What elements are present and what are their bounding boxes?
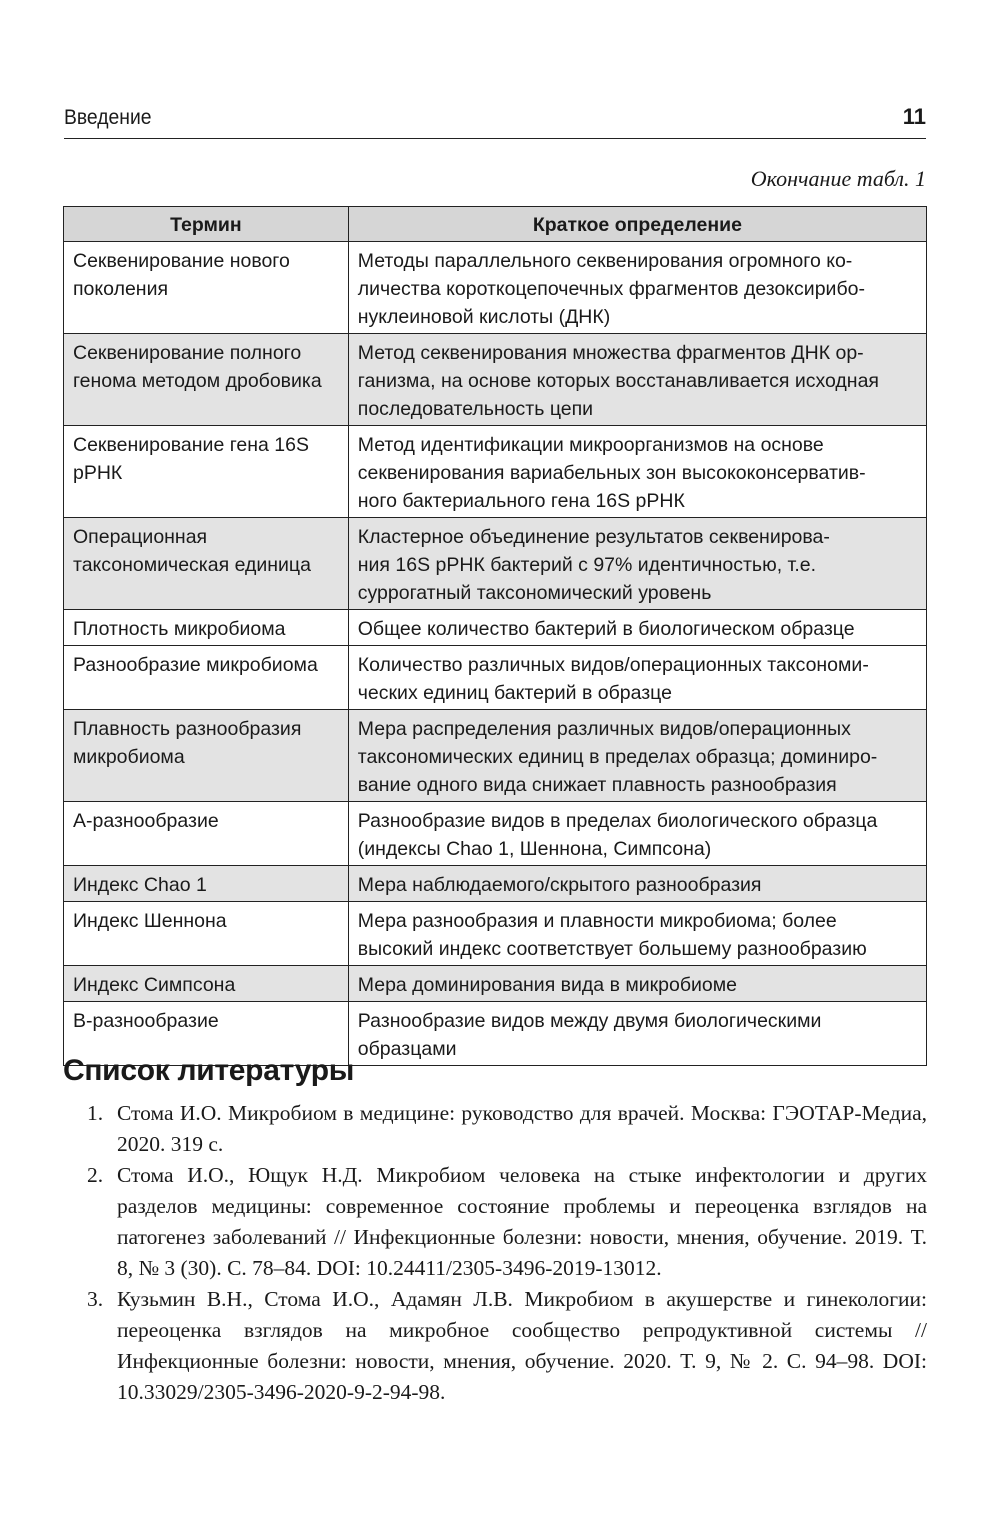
- term-cell: Секвенирование нового поколения: [64, 242, 349, 334]
- references-heading: Список литературы: [63, 1054, 355, 1087]
- term-cell: Индекс Шеннона: [64, 902, 349, 966]
- page-number: 11: [902, 104, 926, 129]
- definition-cell: Количество различных видов/операционных таксономи- ческих единиц бактерий в образце: [348, 646, 926, 710]
- term-cell: Секвенирование полного генома методом дробовика: [64, 334, 349, 426]
- table-row: [64, 802, 927, 866]
- definition-cell: Общее количество бактерий в биологическом образце: [348, 610, 926, 646]
- definition-cell: Мера разнообразия и плавности микробиома; более высокий индекс соответствует большему разнообразию: [348, 902, 926, 966]
- table-row: [64, 242, 927, 334]
- table-caption: Окончание табл. 1: [750, 166, 926, 191]
- table-row: [64, 710, 927, 802]
- section-title: Введение: [64, 106, 152, 129]
- definition-cell: Разнообразие видов в пределах биологического образца (индексы Chao 1, Шеннона, Симпсона): [348, 802, 926, 866]
- term-cell: Операционная таксономическая единица: [64, 518, 349, 610]
- reference-item: [63, 1098, 927, 1160]
- definition-cell: Методы параллельного секвенирования огромного ко- личества короткоцепочечных фрагментов дезоксирибо- нуклеиновой кислоты (ДНК): [348, 242, 926, 334]
- table-row: [64, 426, 927, 518]
- definition-cell: Кластерное объединение результатов секвенирова- ния 16S рРНК бактерий с 97% идентичностью, т.е. суррогатный таксономический уровень: [348, 518, 926, 610]
- term-cell: Индекс Chao 1: [64, 866, 349, 902]
- table-row: [64, 610, 927, 646]
- column-header-definition: Краткое определение: [348, 207, 926, 242]
- reference-text: Кузьмин В.Н., Стома И.О., Адамян Л.В. Микробиом в акушерстве и гинекологии: переоценка взглядов на микробное сообщество репродуктивной системы // Инфекционные болезни: новости, мнения, обучение. 2020. Т. 9, № 2. С. 94–98. DOI: 10.33029/2305-3496-2020-9-2-94-98.: [117, 1287, 927, 1404]
- reference-text: Стома И.О., Ющук Н.Д. Микробиом человека на стыке инфектологии и других разделов медицины: современное состояние проблемы и переоценка взглядов на патогенез заболеваний // Инфекционные болезни: новости, мнения, обучение. 2019. Т. 8, № 3 (30). С. 78–84. DOI: 10.24411/2305-3496-2019-13012.: [117, 1163, 927, 1280]
- definition-cell: Мера наблюдаемого/скрытого разнообразия: [348, 866, 926, 902]
- definition-cell: Разнообразие видов между двумя биологическими образцами: [348, 1002, 926, 1066]
- term-cell: Секвенирование гена 16S рРНК: [64, 426, 349, 518]
- table-row: [64, 646, 927, 710]
- reference-number: 3.: [87, 1287, 104, 1311]
- reference-number: 1.: [87, 1101, 104, 1125]
- running-header: [64, 102, 926, 139]
- reference-item: [63, 1284, 927, 1408]
- term-cell: Разнообразие микробиома: [64, 646, 349, 710]
- definition-cell: Метод идентификации микроорганизмов на основе секвенирования вариабельных зон высококонсерватив- ного бактериального гена 16S рРНК: [348, 426, 926, 518]
- table-row: [64, 966, 927, 1002]
- definition-cell: Метод секвенирования множества фрагментов ДНК ор- ганизма, на основе которых восстанавливается исходная последовательность цепи: [348, 334, 926, 426]
- reference-number: 2.: [87, 1163, 104, 1187]
- term-cell: Плавность разнообразия микробиома: [64, 710, 349, 802]
- definition-cell: Мера доминирования вида в микробиоме: [348, 966, 926, 1002]
- table-header-row: [64, 207, 927, 242]
- terms-table: [63, 206, 927, 1066]
- table-row: [64, 518, 927, 610]
- term-cell: В-разнообразие: [64, 1002, 349, 1066]
- reference-text: Стома И.О. Микробиом в медицине: руководство для врачей. Москва: ГЭОТАР-Медиа, 2020. 319 с.: [117, 1101, 927, 1156]
- term-cell: Плотность микробиома: [64, 610, 349, 646]
- term-cell: А-разнообразие: [64, 802, 349, 866]
- definition-cell: Мера распределения различных видов/операционных таксономических единиц в пределах образца; доминиро- вание одного вида снижает плавность разнообразия: [348, 710, 926, 802]
- table-body: [64, 242, 927, 1066]
- table-row: [64, 334, 927, 426]
- table-row: [64, 902, 927, 966]
- term-cell: Индекс Симпсона: [64, 966, 349, 1002]
- column-header-term: Термин: [64, 207, 349, 242]
- table-row: [64, 866, 927, 902]
- references-list: [63, 1098, 927, 1408]
- reference-item: [63, 1160, 927, 1284]
